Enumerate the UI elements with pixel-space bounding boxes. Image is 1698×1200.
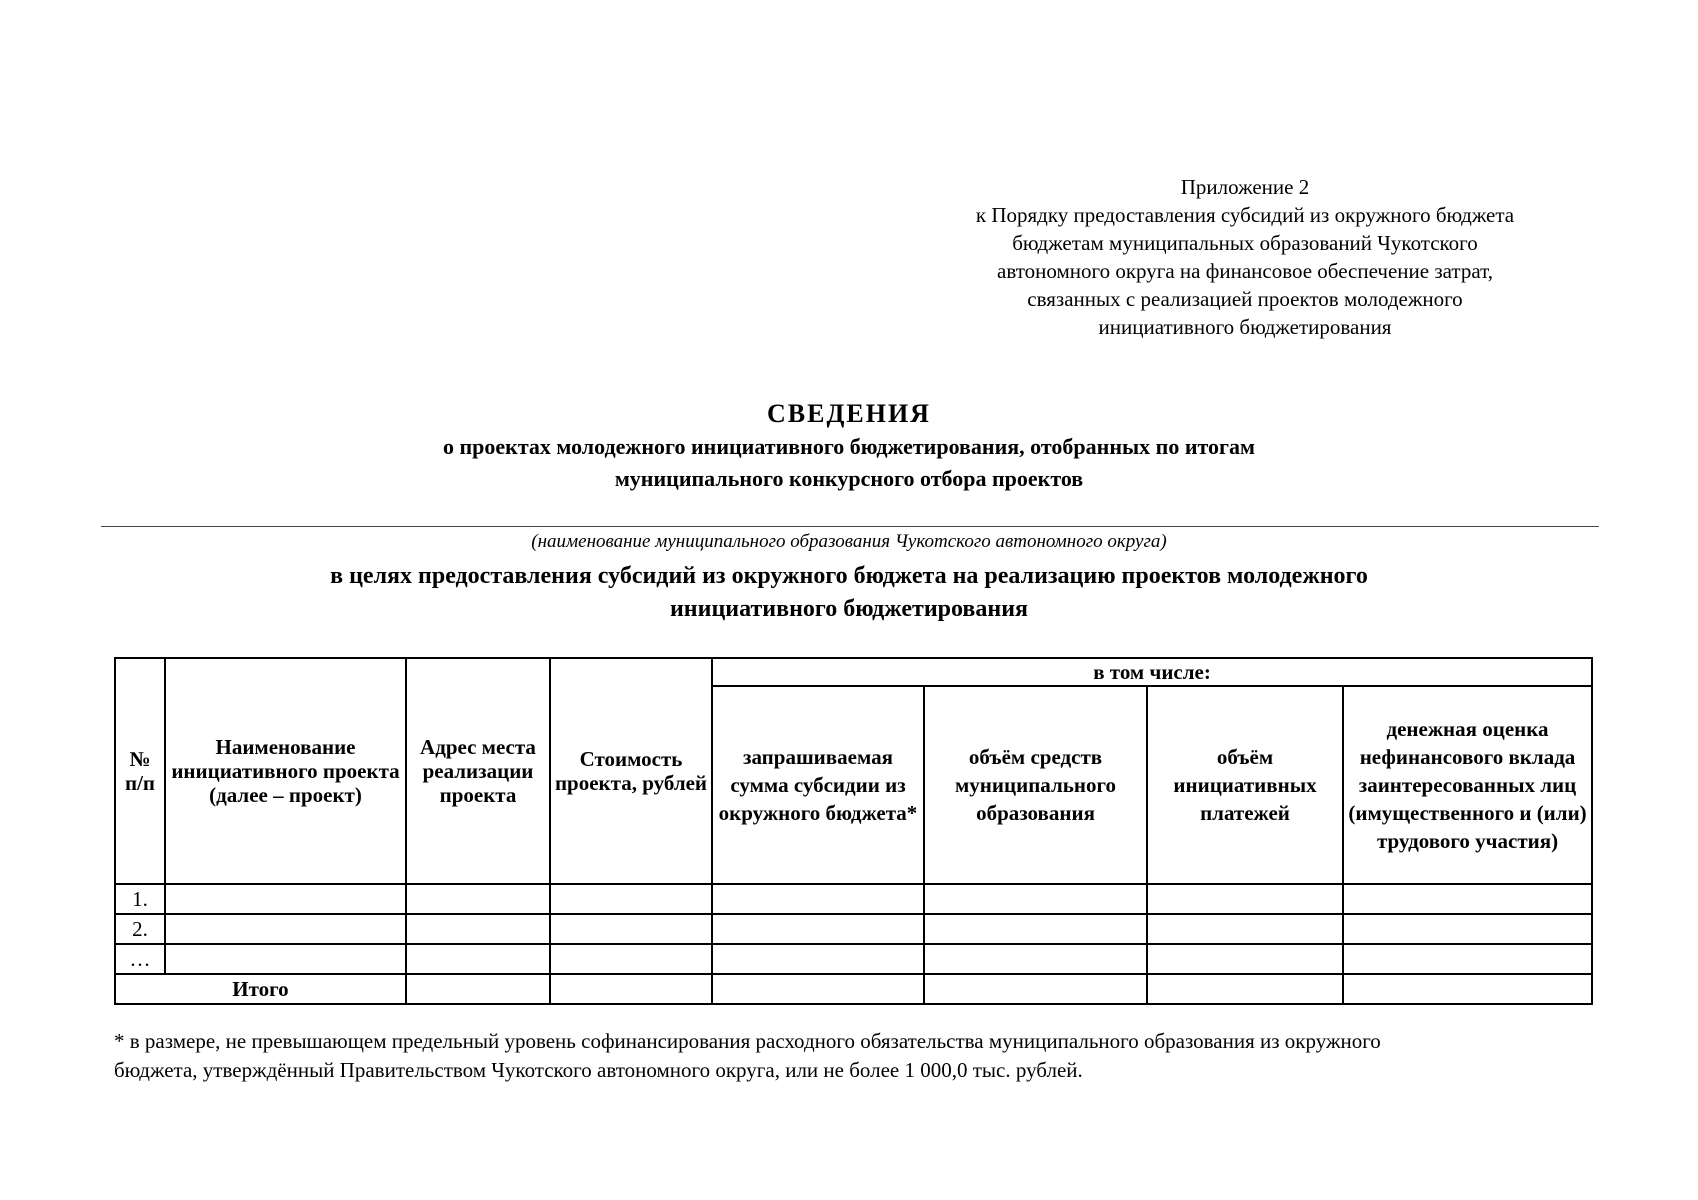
table-cell[interactable] xyxy=(165,944,406,974)
appendix-line: инициативного бюджетирования xyxy=(1098,315,1392,339)
subtitle-line: о проектах молодежного инициативного бюджетирования, отобранных по итогам xyxy=(442,434,1256,459)
table-cell[interactable] xyxy=(550,914,712,944)
header-subsidy: запрашиваемая сумма субсидии из окружного бюджета* xyxy=(712,686,924,884)
total-cell[interactable] xyxy=(712,974,924,1004)
table-row xyxy=(115,884,1592,914)
table-cell[interactable] xyxy=(1343,914,1592,944)
row-number: 1. xyxy=(115,884,165,914)
header-cost: Стоимость проекта, рублей xyxy=(550,658,712,884)
appendix-line: бюджетам муниципальных образований Чукотского xyxy=(1012,231,1478,255)
appendix-line: к Порядку предоставления субсидий из окружного бюджета xyxy=(975,203,1515,227)
footnote-line: бюджета, утверждённый Правительством Чукотского автономного округа, или не более 1 000,0 тыс. рублей. xyxy=(114,1058,1083,1082)
footnote-line: * в размере, не превышающем предельный уровень софинансирования расходного обязательства муниципального образования из окружного xyxy=(114,1029,1381,1053)
table-cell[interactable] xyxy=(1147,944,1343,974)
table-cell[interactable] xyxy=(550,944,712,974)
header-group-including: в том числе: xyxy=(712,658,1592,686)
municipality-caption: (наименование муниципального образования Чукотского автономного округа) xyxy=(531,531,1167,552)
appendix-line: Приложение 2 xyxy=(1180,175,1310,199)
total-label: Итого xyxy=(115,974,406,1004)
table-cell[interactable] xyxy=(406,914,550,944)
document-subtitle xyxy=(0,431,1698,495)
appendix-line: автономного округа на финансовое обеспечение затрат, xyxy=(997,259,1493,283)
table-row xyxy=(115,914,1592,944)
table-row xyxy=(115,944,1592,974)
table-cell[interactable] xyxy=(712,914,924,944)
header-municipal-funds: объём средств муниципального образования xyxy=(924,686,1147,884)
appendix-line: связанных с реализацией проектов молодежного xyxy=(1027,287,1463,311)
purpose-statement xyxy=(0,560,1698,626)
header-nonfinancial-contribution: денежная оценка нефинансового вклада заинтересованных лиц (имущественного и (или) трудового участия) xyxy=(1343,686,1592,884)
table-cell[interactable] xyxy=(165,914,406,944)
purpose-line: инициативного бюджетирования xyxy=(669,596,1029,622)
table-cell[interactable] xyxy=(924,944,1147,974)
total-cell[interactable] xyxy=(1147,974,1343,1004)
footnote xyxy=(114,1027,1594,1085)
subtitle-line: муниципального конкурсного отбора проектов xyxy=(614,466,1084,491)
document-title: СВЕДЕНИЯ xyxy=(767,399,931,428)
table-cell[interactable] xyxy=(712,884,924,914)
total-cell[interactable] xyxy=(550,974,712,1004)
row-number: 2. xyxy=(115,914,165,944)
header-number: № п/п xyxy=(115,658,165,884)
total-row xyxy=(115,974,1592,1004)
projects-table xyxy=(114,657,1593,1005)
table-cell[interactable] xyxy=(406,944,550,974)
table-cell[interactable] xyxy=(550,884,712,914)
table-cell[interactable] xyxy=(1343,884,1592,914)
total-cell[interactable] xyxy=(1343,974,1592,1004)
purpose-line: в целях предоставления субсидий из окружного бюджета на реализацию проектов молодежного xyxy=(330,563,1368,589)
total-cell[interactable] xyxy=(406,974,550,1004)
table-cell[interactable] xyxy=(165,884,406,914)
row-number: … xyxy=(115,944,165,974)
table-cell[interactable] xyxy=(712,944,924,974)
municipality-fill-line xyxy=(101,526,1599,527)
header-address: Адрес места реализации проекта xyxy=(406,658,550,884)
table-cell[interactable] xyxy=(1147,914,1343,944)
table-cell[interactable] xyxy=(924,884,1147,914)
appendix-header xyxy=(920,173,1570,341)
header-project-name: Наименование инициативного проекта (далее – проект) xyxy=(165,658,406,884)
header-initiative-payments: объём инициативных платежей xyxy=(1147,686,1343,884)
table-cell[interactable] xyxy=(1343,944,1592,974)
table-cell[interactable] xyxy=(406,884,550,914)
total-cell[interactable] xyxy=(924,974,1147,1004)
table-cell[interactable] xyxy=(1147,884,1343,914)
table-cell[interactable] xyxy=(924,914,1147,944)
